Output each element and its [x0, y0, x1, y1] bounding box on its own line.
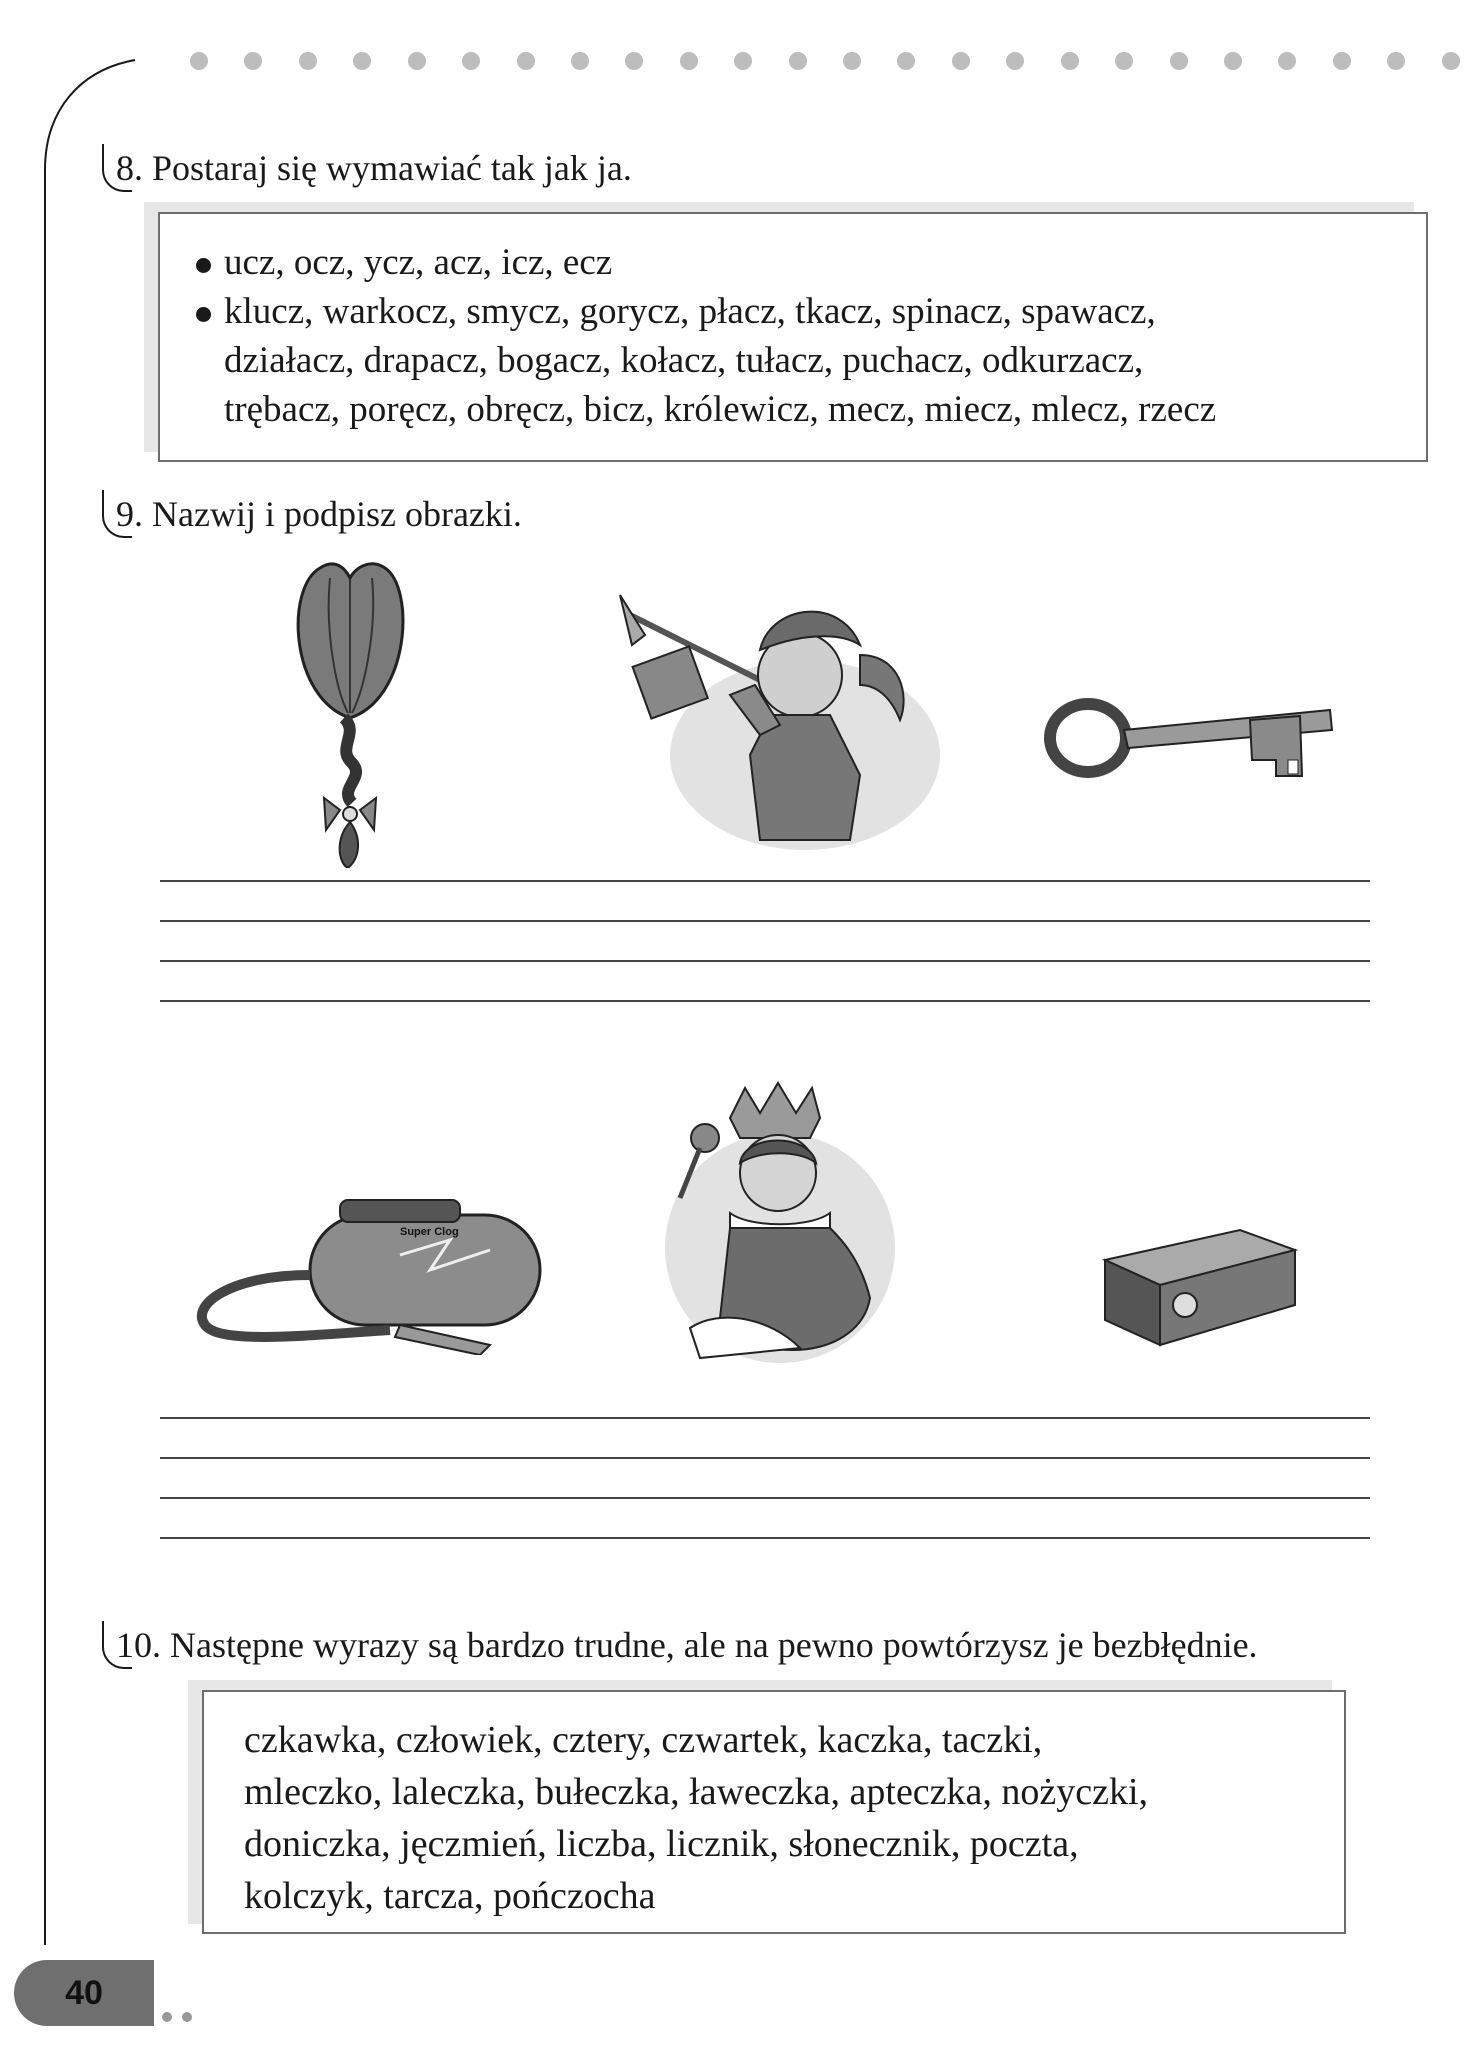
exercise-10-number: 10. [112, 1627, 161, 1663]
writing-line[interactable] [160, 1000, 1370, 1002]
vacuum-brand-label: Super Clog [400, 1226, 459, 1238]
exercise-8-word-box [158, 212, 1428, 462]
exercise-9-instruction: Nazwij i podpisz obrazki. [152, 494, 522, 534]
writing-line[interactable] [160, 1417, 1370, 1419]
exercise-10-title [112, 1627, 1258, 1663]
key-picture [1040, 690, 1340, 790]
page-frame-line [0, 0, 160, 1960]
writing-line[interactable] [160, 960, 1370, 962]
exercise-10-word-box [202, 1690, 1346, 1934]
exercise-8-number: 8. [112, 150, 143, 186]
footer-dot [162, 2012, 172, 2022]
exercise-8-line-1: ucz, ocz, ycz, acz, icz, ecz [188, 238, 1426, 287]
exercise-10-line-2: mleczko, laleczka, bułeczka, ławeczka, apteczka, nożyczki, [244, 1771, 1149, 1813]
exercise-10-line-1: czkawka, człowiek, cztery, czwartek, kaczka, taczki, [244, 1719, 1043, 1761]
writing-line[interactable] [160, 920, 1370, 922]
exercise-9-number: 9. [112, 496, 143, 532]
braid-picture [280, 548, 420, 868]
exercise-8-title [112, 150, 632, 186]
trumpeter-picture [610, 585, 940, 855]
writing-line[interactable] [160, 880, 1370, 882]
exercise-8-line-4: trębacz, poręcz, obręcz, bicz, królewicz, mecz, miecz, mlecz, rzecz [224, 389, 1217, 430]
exercise-8-instruction: Postaraj się wymawiać tak jak ja. [152, 148, 632, 188]
exercise-10-instruction: Następne wyrazy są bardzo trudne, ale na pewno powtórzysz je bezbłędnie. [170, 1625, 1258, 1665]
exercise-9-title [112, 496, 522, 532]
exercise-10-line-3: doniczka, jęczmień, liczba, licznik, słonecznik, poczta, [244, 1823, 1079, 1865]
footer-dot [182, 2012, 192, 2022]
writing-line[interactable] [160, 1457, 1370, 1459]
page-number: 40 [14, 1960, 154, 2026]
vacuum-cleaner-picture [190, 1195, 550, 1355]
decorative-dot-row [190, 52, 1460, 76]
writing-line[interactable] [160, 1537, 1370, 1539]
exercise-8-line-2: klucz, warkocz, smycz, gorycz, płacz, tkacz, spinacz, spawacz, [188, 287, 1426, 336]
writing-line[interactable] [160, 1497, 1370, 1499]
prince-picture [660, 1078, 900, 1368]
exercise-10-line-4: kolczyk, tarcza, pończocha [244, 1875, 656, 1917]
clothespin-picture [1100, 1210, 1300, 1350]
exercise-8-line-3: działacz, drapacz, bogacz, kołacz, tułacz, puchacz, odkurzacz, [224, 340, 1144, 381]
